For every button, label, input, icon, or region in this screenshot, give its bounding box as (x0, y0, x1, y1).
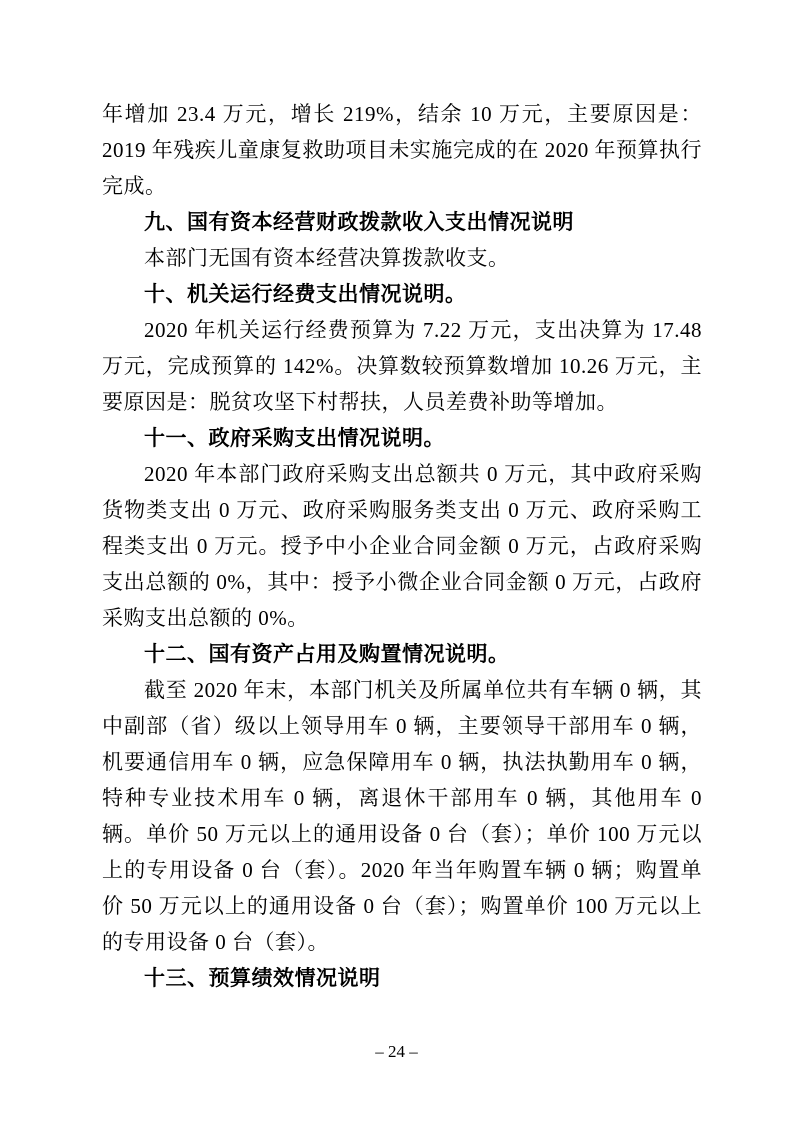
paragraph: 2020 年本部门政府采购支出总额共 0 万元，其中政府采购货物类支出 0 万元、政府采购服务类支出 0 万元、政府采购工程类支出 0 万元。授予中小企业合同金额 0 万元，占政府采购支出总额的 0%，其中：授予小微企业合同金额 0 万元，占政府采购支出总额的 0%。 (102, 462, 702, 630)
section-heading-9: 九、国有资本经营财政拨款收入支出情况说明 (144, 210, 574, 234)
page-number: – 24 – (375, 1042, 418, 1061)
paragraph: 年增加 23.4 万元，增长 219%，结余 10 万元，主要原因是：2019 年残疾儿童康复救助项目未实施完成的在 2020 年预算执行完成。 (102, 102, 702, 198)
document-body (102, 96, 702, 996)
paragraph: 本部门无国有资本经营决算拨款收支。 (144, 246, 510, 270)
paragraph: 2020 年机关运行经费预算为 7.22 万元，支出决算为 17.48 万元，完成预算的 142%。决算数较预算数增加 10.26 万元，主要原因是：脱贫攻坚下村帮扶，人员差费补助等增加。 (102, 318, 702, 414)
section-heading-13: 十三、预算绩效情况说明 (144, 966, 381, 990)
section-heading-12: 十二、国有资产占用及购置情况说明。 (144, 642, 510, 666)
paragraph: 截至 2020 年末，本部门机关及所属单位共有车辆 0 辆，其中副部（省）级以上领导用车 0 辆，主要领导干部用车 0 辆，机要通信用车 0 辆，应急保障用车 0 辆，执法执勤用车 0 辆，特种专业技术用车 0 辆，离退休干部用车 0 辆，其他用车 0 辆。单价 50 万元以上的通用设备 0 台（套）；单价 100 万元以上的专用设备 0 台（套）。2020 年当年购置车辆 0 辆；购置单价 50 万元以上的通用设备 0 台（套）；购置单价 100 万元以上的专用设备 0 台（套）。 (102, 678, 702, 954)
section-heading-11: 十一、政府采购支出情况说明。 (144, 426, 445, 450)
section-heading-10: 十、机关运行经费支出情况说明。 (144, 282, 467, 306)
